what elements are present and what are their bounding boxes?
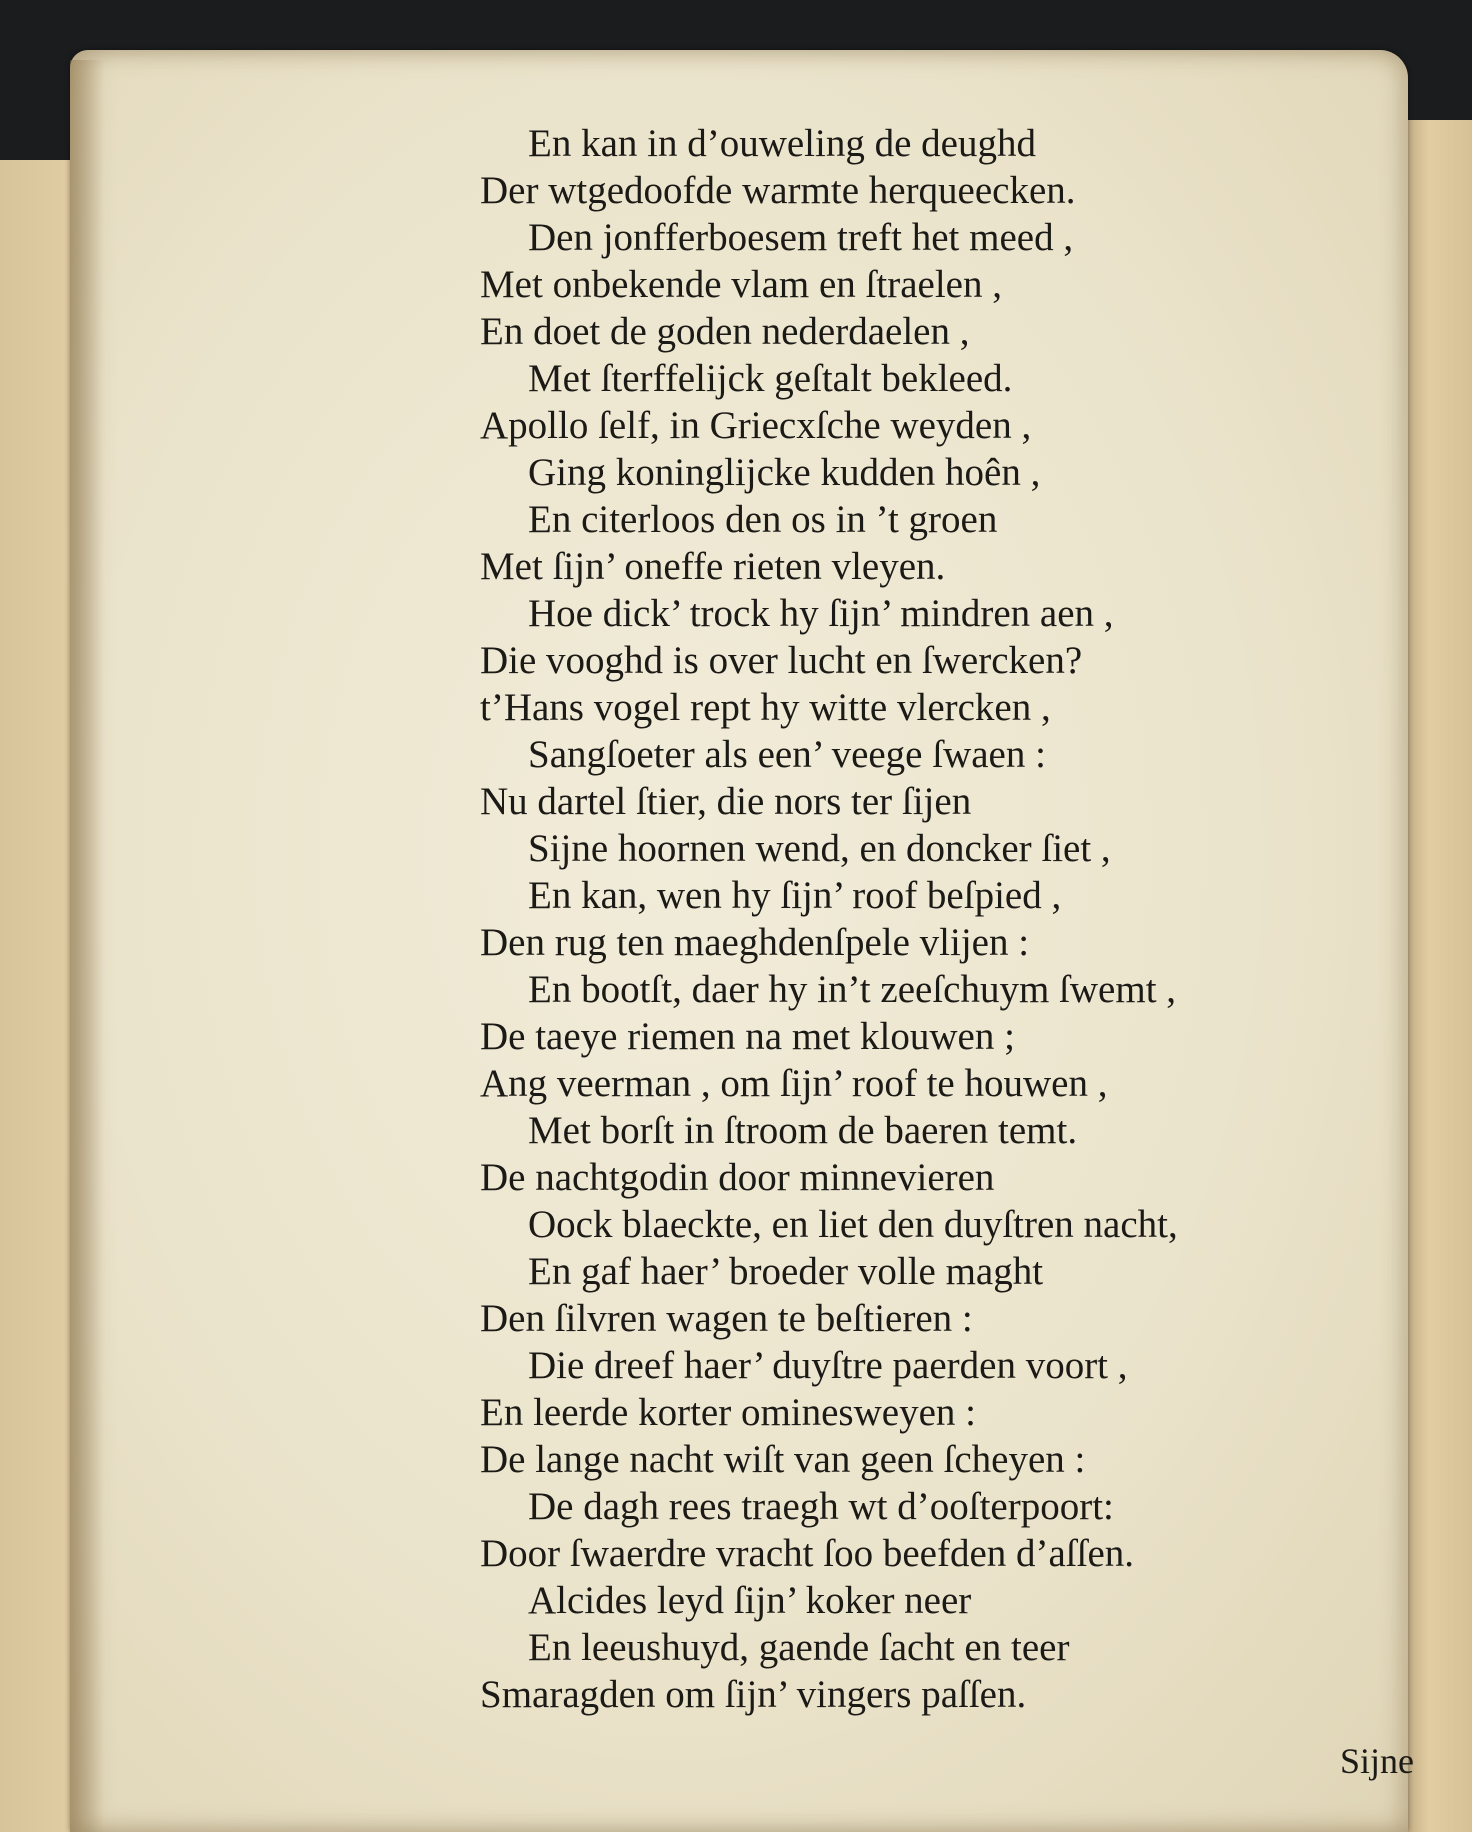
verse-line: En kan in d’ouweling de deughd [528, 122, 1036, 165]
page-gutter-shadow [70, 60, 104, 1832]
right-page-edge [1400, 120, 1472, 1832]
verse-line: En leerde korter ominesweyen : [480, 1391, 976, 1434]
verse-line: Nu dartel ſtier, die nors ter ſijen [480, 780, 972, 823]
verse-line: En bootſt, daer hy in’t zeeſchuym ſwemt , [528, 968, 1177, 1011]
verse-line: Den ſilvren wagen te beſtieren : [480, 1297, 973, 1340]
verse-line: En kan, wen hy ſijn’ roof beſpied , [528, 874, 1062, 917]
verse-line: t’Hans vogel rept hy witte vlercken , [480, 686, 1051, 729]
verse-line: De taeye riemen na met klouwen ; [480, 1015, 1015, 1058]
verse-line: En leeushuyd, gaende ſacht en teer [528, 1626, 1070, 1669]
verse-line: De nachtgodin door minnevieren [480, 1156, 995, 1199]
verse-line: Den rug ten maeghdenſpele vlijen : [480, 921, 1030, 964]
verse-line: Ging koninglijcke kudden hoên , [528, 451, 1041, 494]
verse-line: Met borſt in ſtroom de baeren temt. [528, 1109, 1078, 1152]
poem-text [480, 120, 1340, 1718]
verse-line: Die dreef haer’ duyſtre paerden voort , [528, 1344, 1128, 1387]
verse-line: Alcides leyd ſijn’ koker neer [528, 1579, 972, 1622]
verse-line: Der wtgedoofde warmte herqueecken. [480, 169, 1076, 212]
verse-line: En citerloos den os in ’t groen [528, 498, 998, 541]
verse-line: De lange nacht wiſt van geen ſcheyen : [480, 1438, 1086, 1481]
verse-line: En doet de goden nederdaelen , [480, 310, 970, 353]
verse-line: Sangſoeter als een’ veege ſwaen : [528, 733, 1046, 776]
verse-line: Met onbekende vlam en ſtraelen , [480, 263, 1002, 306]
verse-line: Hoe dick’ trock hy ſijn’ mindren aen , [528, 592, 1114, 635]
verse-line: Met ſijn’ oneffe rieten vleyen. [480, 545, 946, 588]
verse-line: En gaf haer’ broeder volle maght [528, 1250, 1044, 1293]
verse-line: Ang veerman , om ſijn’ roof te houwen , [480, 1062, 1108, 1105]
verse-line: Den jonfferboesem treft het meed , [528, 216, 1074, 259]
verse-line: Door ſwaerdre vracht ſoo beefden d’aſſen. [480, 1532, 1135, 1575]
verse-line: Die vooghd is over lucht en ſwercken? [480, 639, 1083, 682]
verse-line: Met ſterffelijck geſtalt bekleed. [528, 357, 1013, 400]
verse-line: Oock blaeckte, en liet den duyſtren nacht, [528, 1203, 1178, 1246]
verse-line: Smaragden om ſijn’ vingers paſſen. [480, 1673, 1027, 1716]
verse-line: Apollo ſelf, in Griecxſche weyden , [480, 404, 1032, 447]
verse-line: De dagh rees traegh wt d’ooſterpoort: [528, 1485, 1114, 1528]
catchword: Sijne [1340, 1741, 1415, 1781]
verse-line: Sijne hoornen wend, en doncker ſiet , [528, 827, 1111, 870]
